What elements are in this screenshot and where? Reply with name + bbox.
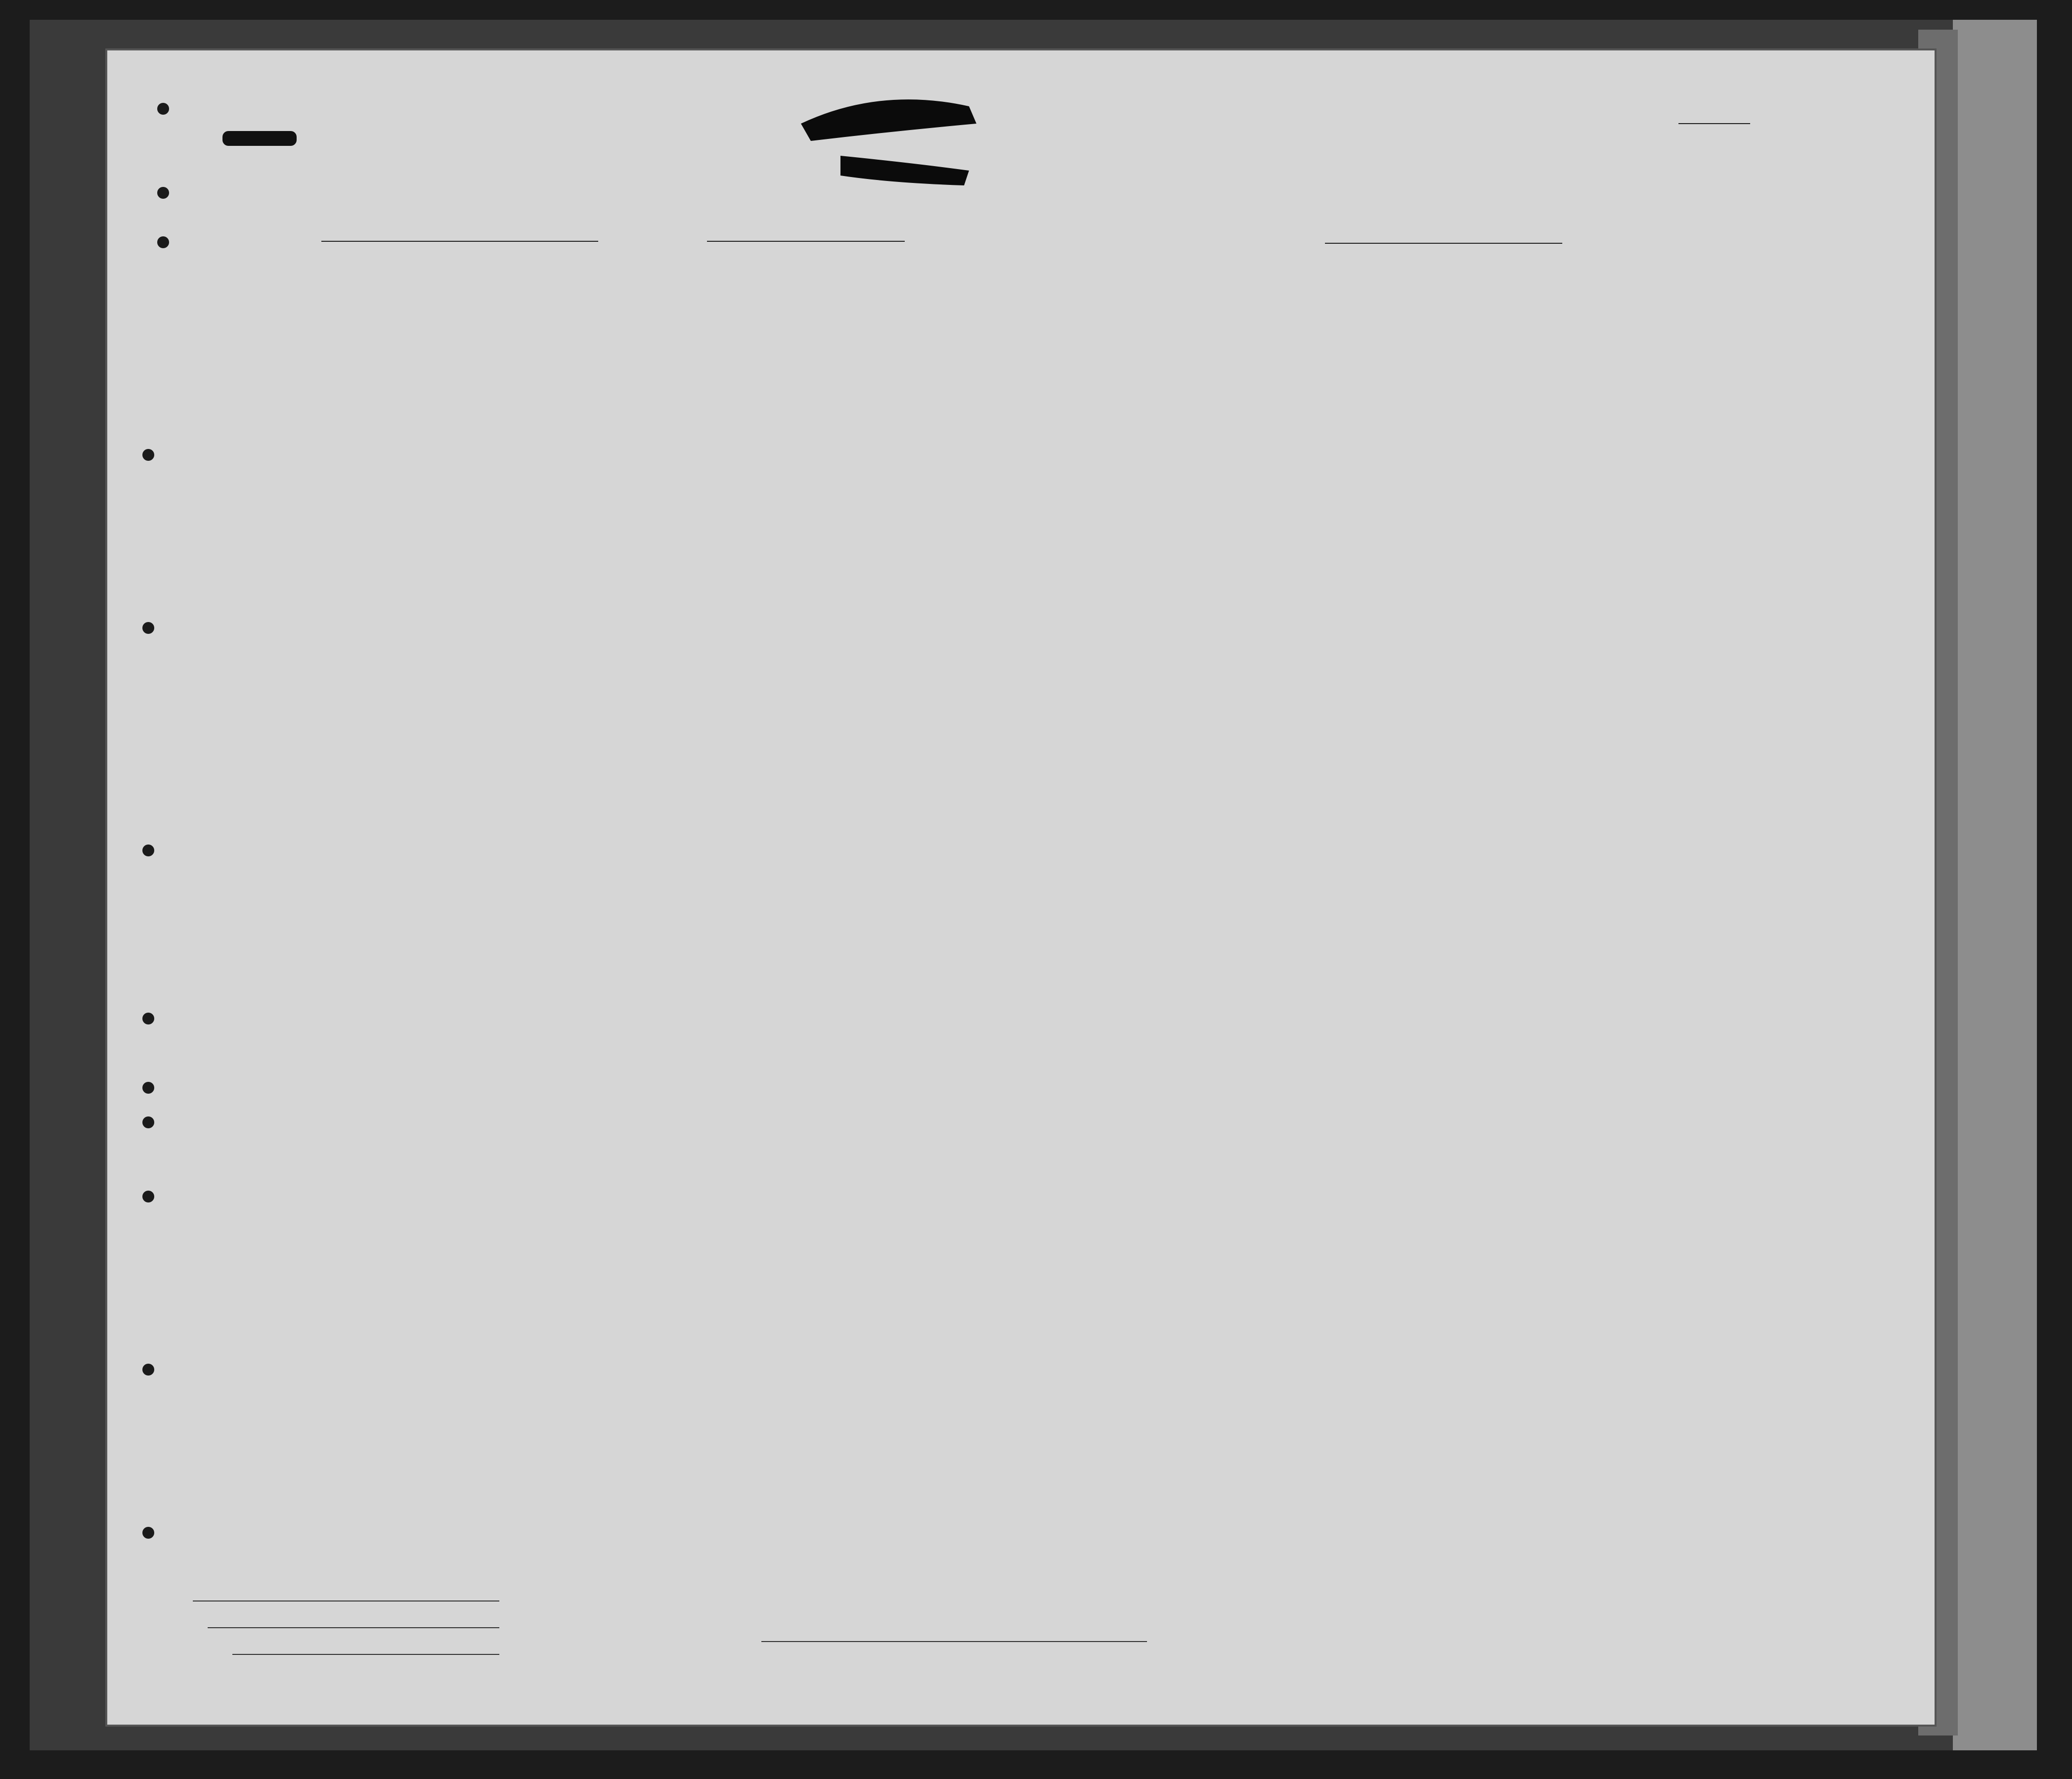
header-crew-member bbox=[210, 289, 314, 349]
redaction-mark-small bbox=[222, 131, 297, 146]
header-no-on-list bbox=[171, 289, 205, 339]
header-physical-marks bbox=[1525, 306, 1634, 350]
header-paid-off bbox=[1001, 299, 1093, 354]
header-able-to-read bbox=[1095, 309, 1142, 349]
header-length-of-service bbox=[650, 289, 712, 354]
header-remarks-sub bbox=[1636, 316, 1869, 356]
header-position bbox=[722, 307, 833, 346]
